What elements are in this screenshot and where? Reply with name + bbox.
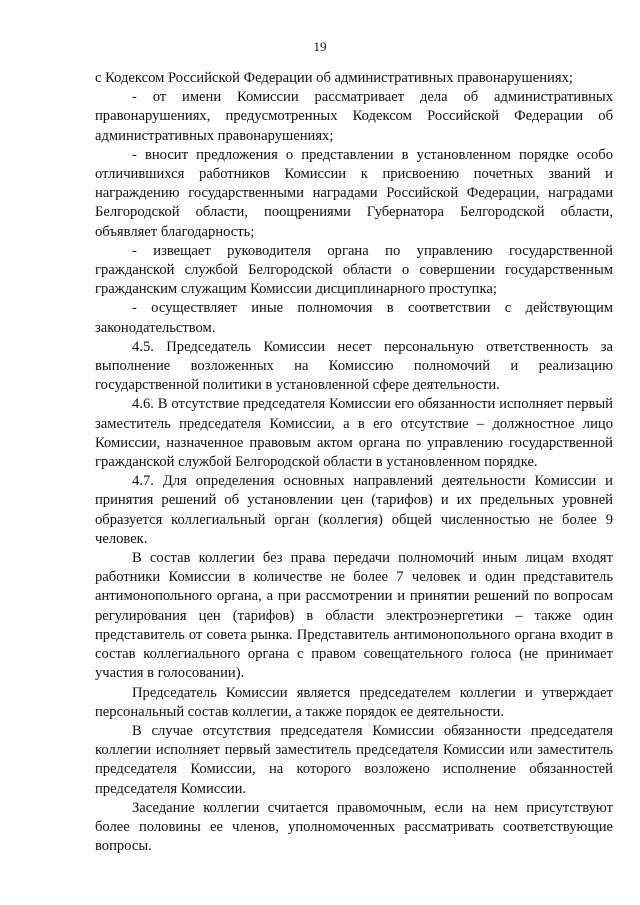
paragraph-12: Заседание коллегии считается правомочным, если на нем присутствуют более половины ее членов, уполномоченных рассматривать соответствующие вопросы. — [95, 799, 613, 855]
paragraph-9: В состав коллегии без права передачи полномочий иным лицам входят работники Комиссии в количестве не более 7 человек и один представитель антимонопольного органа, а при рассмотрении и принятии решений по вопросам регулирования цен (тарифов) в области электроэнергетики – также один представитель от совета рынка. Представитель антимонопольного органа входит в состав коллегиального органа с правом совещательного голоса (не принимает участия в голосовании). — [95, 550, 613, 682]
paragraph-8: 4.7. Для определения основных направлений деятельности Комиссии и принятия решений об установлении цен (тарифов) и их предельных уровней образуется коллегиальный орган (коллегия) общей численностью не более 9 человек. — [95, 473, 613, 547]
paragraph-3: - вносит предложения о представлении в установленном порядке особо отличившихся работников Комиссии к присвоению почетных званий и награждению государственными наградами Российской Федерации, наградами Белгородской области, поощрениями Губернатора Белгородской области, объявляет благодарность; — [95, 146, 613, 240]
page-number: 19 — [313, 39, 327, 54]
paragraph-11: В случае отсутствия председателя Комиссии обязанности председателя коллегии исполняет первый заместитель председателя Комиссии или заместитель председателя Комиссии, на которого возложено исполнение обязанностей председателя Комиссии. — [95, 722, 613, 797]
document-body — [95, 69, 613, 856]
paragraph-2: - от имени Комиссии рассматривает дела об административных правонарушениях, предусмотренных Кодексом Российской Федерации об административных правонарушениях; — [95, 89, 613, 144]
paragraph-4: - извещает руководителя органа по управлению государственной гражданской службой Белгородской области о совершении государственным гражданским служащим Комиссии дисциплинарного проступка; — [95, 242, 613, 298]
paragraph-6: 4.5. Председатель Комиссии несет персональную ответственность за выполнение возложенных на Комиссию полномочий и реализацию государственной политики в установленной сфере деятельности. — [95, 338, 613, 394]
paragraph-10: Председатель Комиссии является председателем коллегии и утверждает персональный состав коллегии, а также порядок ее деятельности. — [95, 684, 613, 720]
paragraph-5: - осуществляет иные полномочия в соответствии с действующим законодательством. — [95, 300, 613, 336]
paragraph-7: 4.6. В отсутствие председателя Комиссии его обязанности исполняет первый заместитель председателя Комиссии, а в его отсутствие – должностное лицо Комиссии, назначенное правовым актом органа по управлению государственной гражданской службой Белгородской области в установленном порядке. — [95, 396, 613, 471]
paragraph-1: с Кодексом Российской Федерации об административных правонарушениях; — [95, 70, 573, 86]
